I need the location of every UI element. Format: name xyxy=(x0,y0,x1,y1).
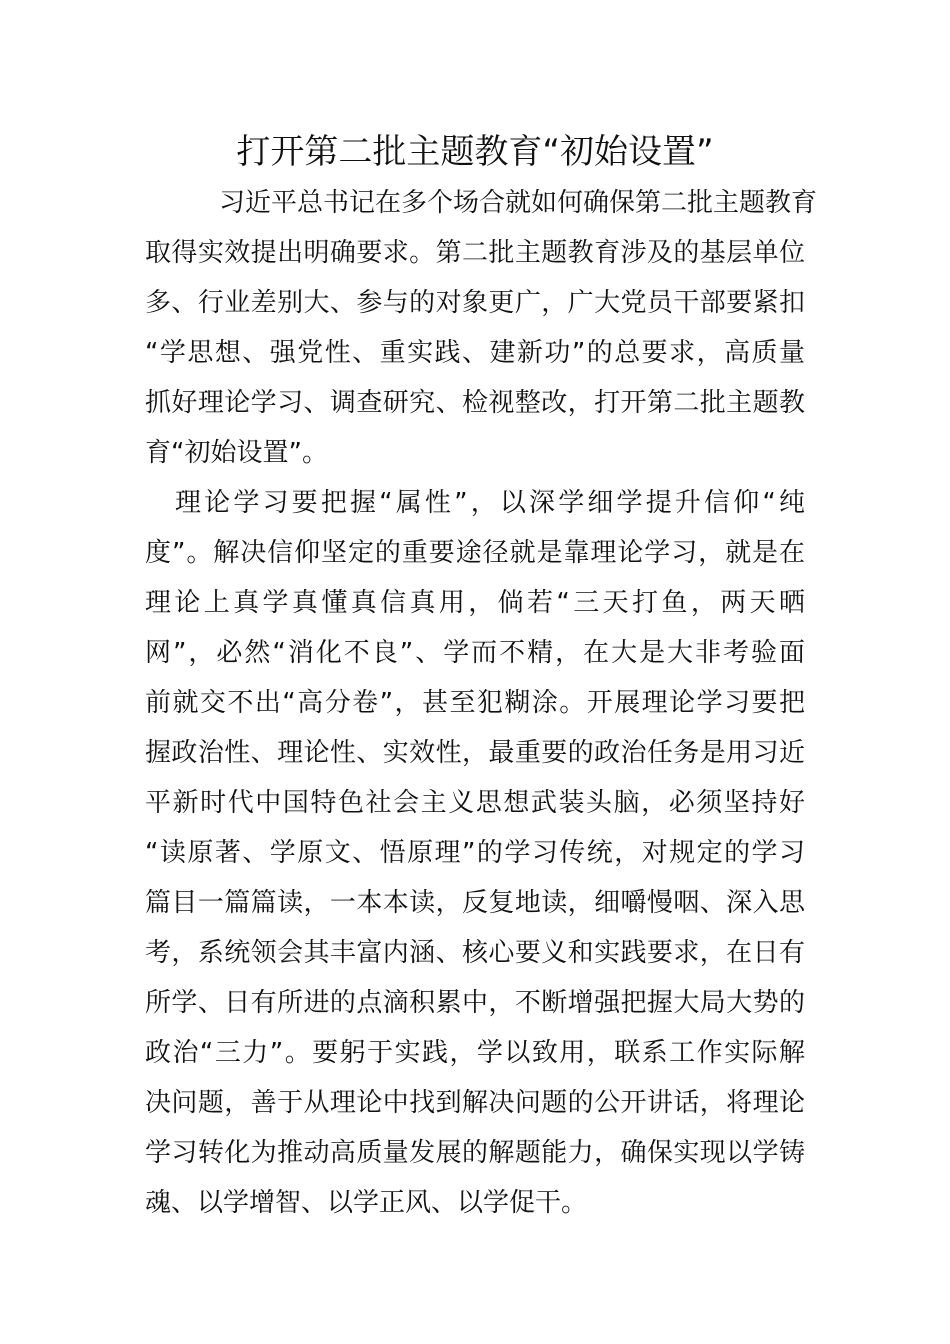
paragraph-2-line: 握政治性、理论性、实效性，最重要的政治任务是用习近 xyxy=(145,738,805,768)
paragraph-2-line: 魂、以学增智、以学正风、以学促干。 xyxy=(145,1188,588,1218)
paragraph-2-line: 前就交不出“高分卷”，甚至犯糊涂。开展理论学习要把 xyxy=(145,688,805,718)
paragraph-1-line: 习近平总书记在多个场合就如何确保第二批主题教育 xyxy=(219,188,818,218)
paragraph-1-line: 育“初始设置”。 xyxy=(145,438,328,468)
paragraph-1-line: 多、行业差别大、参与的对象更广，广大党员干部要紧扣 xyxy=(145,288,805,318)
paragraph-2-line: 理论上真学真懂真信真用，倘若“三天打鱼，两天晒 xyxy=(145,588,805,618)
paragraph-2-line: 政治“三力”。要躬于实践，学以致用，联系工作实际解 xyxy=(145,1038,805,1068)
paragraph-2-line: 所学、日有所进的点滴积累中，不断增强把握大局大势的 xyxy=(145,988,805,1018)
paragraph-2-line: 理论学习要把握“属性”，以深学细学提升信仰“纯 xyxy=(175,488,805,518)
paragraph-2 xyxy=(145,478,805,1228)
paragraph-1 xyxy=(145,178,818,478)
paragraph-2-line: 决问题，善于从理论中找到解决问题的公开讲话，将理论 xyxy=(145,1088,805,1118)
paragraph-1-line: 抓好理论学习、调查研究、检视整改，打开第二批主题教 xyxy=(145,388,805,418)
paragraph-2-line: 考，系统领会其丰富内涵、核心要义和实践要求，在日有 xyxy=(145,938,805,968)
paragraph-1-line: 取得实效提出明确要求。第二批主题教育涉及的基层单位 xyxy=(145,238,805,268)
paragraph-2-line: 平新时代中国特色社会主义思想武装头脑，必须坚持好 xyxy=(145,788,805,818)
paragraph-2-line: 篇目一篇篇读，一本本读，反复地读，细嚼慢咽、深入思 xyxy=(145,888,805,918)
paragraph-2-line: “读原著、学原文、悟原理”的学习传统，对规定的学习 xyxy=(145,838,805,868)
paragraph-2-line: 网”，必然“消化不良”、学而不精，在大是大非考验面 xyxy=(145,638,805,668)
paragraph-2-line: 度”。解决信仰坚定的重要途径就是靠理论学习，就是在 xyxy=(145,538,805,568)
paragraph-1-line: “学思想、强党性、重实践、建新功”的总要求，高质量 xyxy=(145,338,805,368)
document-title: 打开第二批主题教育“初始设置” xyxy=(236,132,714,172)
document-body xyxy=(145,178,818,1228)
paragraph-2-line: 学习转化为推动高质量发展的解题能力，确保实现以学铸 xyxy=(145,1138,805,1168)
